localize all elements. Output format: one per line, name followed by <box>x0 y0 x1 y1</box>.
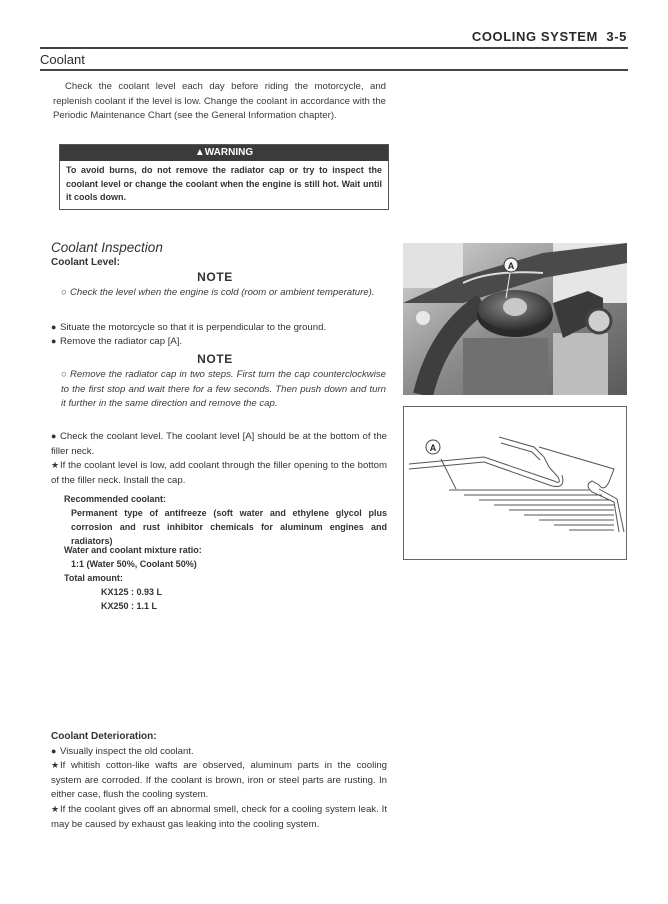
star-icon: ★ <box>51 804 60 814</box>
mixture-ratio-label: Water and coolant mixture ratio: <box>64 545 202 555</box>
amount-value: 1.1 L <box>136 601 158 611</box>
note-2-text: Remove the radiator cap in two steps. First turn the cap counterclockwise to the first stop and wait there for a few seconds. Then push down and turn it further in the same direction and remove the cap. <box>61 369 386 410</box>
diagram-callout-a: A <box>429 443 437 453</box>
total-amount-label: Total amount: <box>64 573 123 583</box>
coolant-level-heading: Coolant Level: <box>51 257 120 268</box>
step-add-coolant <box>51 458 387 488</box>
step-smell <box>51 802 387 832</box>
step-text: If the coolant gives off an abnormal smell, check for a cooling system leak. It may be caused by exhaust gas leaking into the cooling system. <box>51 804 387 830</box>
header-rule <box>40 47 628 49</box>
warning-header <box>60 145 388 161</box>
step-text: Visually inspect the old coolant. <box>60 746 194 757</box>
step-text: If whitish cotton-like wafts are observed, aluminum parts in the cooling system are corroded. If the coolant is brown, iron or steel parts are rusting. In either case, flush the cooling system. <box>51 760 387 801</box>
intro-paragraph: Check the coolant level each day before riding the motorcycle, and replenish coolant if the level is low. Change the coolant in accordance with the Periodic Maintenance Chart (see the General Information chapter). <box>53 81 386 121</box>
star-icon: ★ <box>51 760 60 770</box>
note-heading-1: NOTE <box>197 270 233 284</box>
bullet-icon: ● <box>51 746 57 756</box>
recommended-coolant-value: Permanent type of antifreeze (soft water and ethylene glycol plus corrosion and rust inhibitor chemicals for aluminum engines and radiators) <box>71 508 387 546</box>
circle-marker-icon: ○ <box>61 287 67 298</box>
radiator-cap-photo-illustration <box>403 243 627 395</box>
photo-callout-a: A <box>507 261 515 271</box>
note-heading-2: NOTE <box>197 352 233 366</box>
recommended-coolant-label: Recommended coolant: <box>64 494 167 504</box>
warning-box <box>59 144 389 210</box>
model-name: KX125 <box>101 587 129 597</box>
warning-title: WARNING <box>204 147 254 158</box>
filler-neck-diagram <box>404 407 626 559</box>
amount-value: 0.93 L <box>136 587 163 597</box>
bullet-icon: ● <box>51 431 57 441</box>
step-check-level <box>51 429 387 459</box>
page-number: 3-5 <box>606 29 627 44</box>
deterioration-heading: Coolant Deterioration: <box>51 731 157 742</box>
bullet-icon: ● <box>51 336 57 346</box>
warning-triangle-icon: ▲ <box>194 147 205 158</box>
note-1 <box>61 286 386 301</box>
star-icon: ★ <box>51 460 60 470</box>
section-rule <box>40 69 628 71</box>
radiator-cap-photo <box>403 243 627 395</box>
bullet-icon: ● <box>51 322 57 332</box>
step-wafts <box>51 758 387 803</box>
warning-text: To avoid burns, do not remove the radiator cap or try to inspect the coolant level or change the coolant when the engine is still hot. Wait until it cools down. <box>66 165 382 203</box>
step-text: Remove the radiator cap [A]. <box>60 336 183 347</box>
step-text: Check the coolant level. The coolant level [A] should be at the bottom of the filler neck. <box>51 431 387 457</box>
amount-kx125: KX125 : 0.93 L <box>101 587 163 597</box>
mixture-ratio-value: 1:1 (Water 50%, Coolant 50%) <box>71 559 197 569</box>
section-title: Coolant <box>40 52 85 67</box>
coolant-level-diagram <box>403 406 627 560</box>
amount-kx250: KX250 : 1.1 L <box>101 601 158 611</box>
step-remove-cap <box>51 334 387 350</box>
step-text: If the coolant level is low, add coolant through the filler opening to the bottom of the filler neck. Install the cap. <box>51 460 387 486</box>
chapter-title: COOLING SYSTEM <box>471 29 598 44</box>
circle-marker-icon: ○ <box>61 369 67 380</box>
inspection-title: Coolant Inspection <box>51 240 163 255</box>
step-text: Situate the motorcycle so that it is perpendicular to the ground. <box>60 322 327 333</box>
note-2 <box>61 368 386 412</box>
note-1-text: Check the level when the engine is cold (room or ambient temperature). <box>70 287 375 298</box>
chapter-header <box>472 29 627 44</box>
model-name: KX250 <box>101 601 129 611</box>
